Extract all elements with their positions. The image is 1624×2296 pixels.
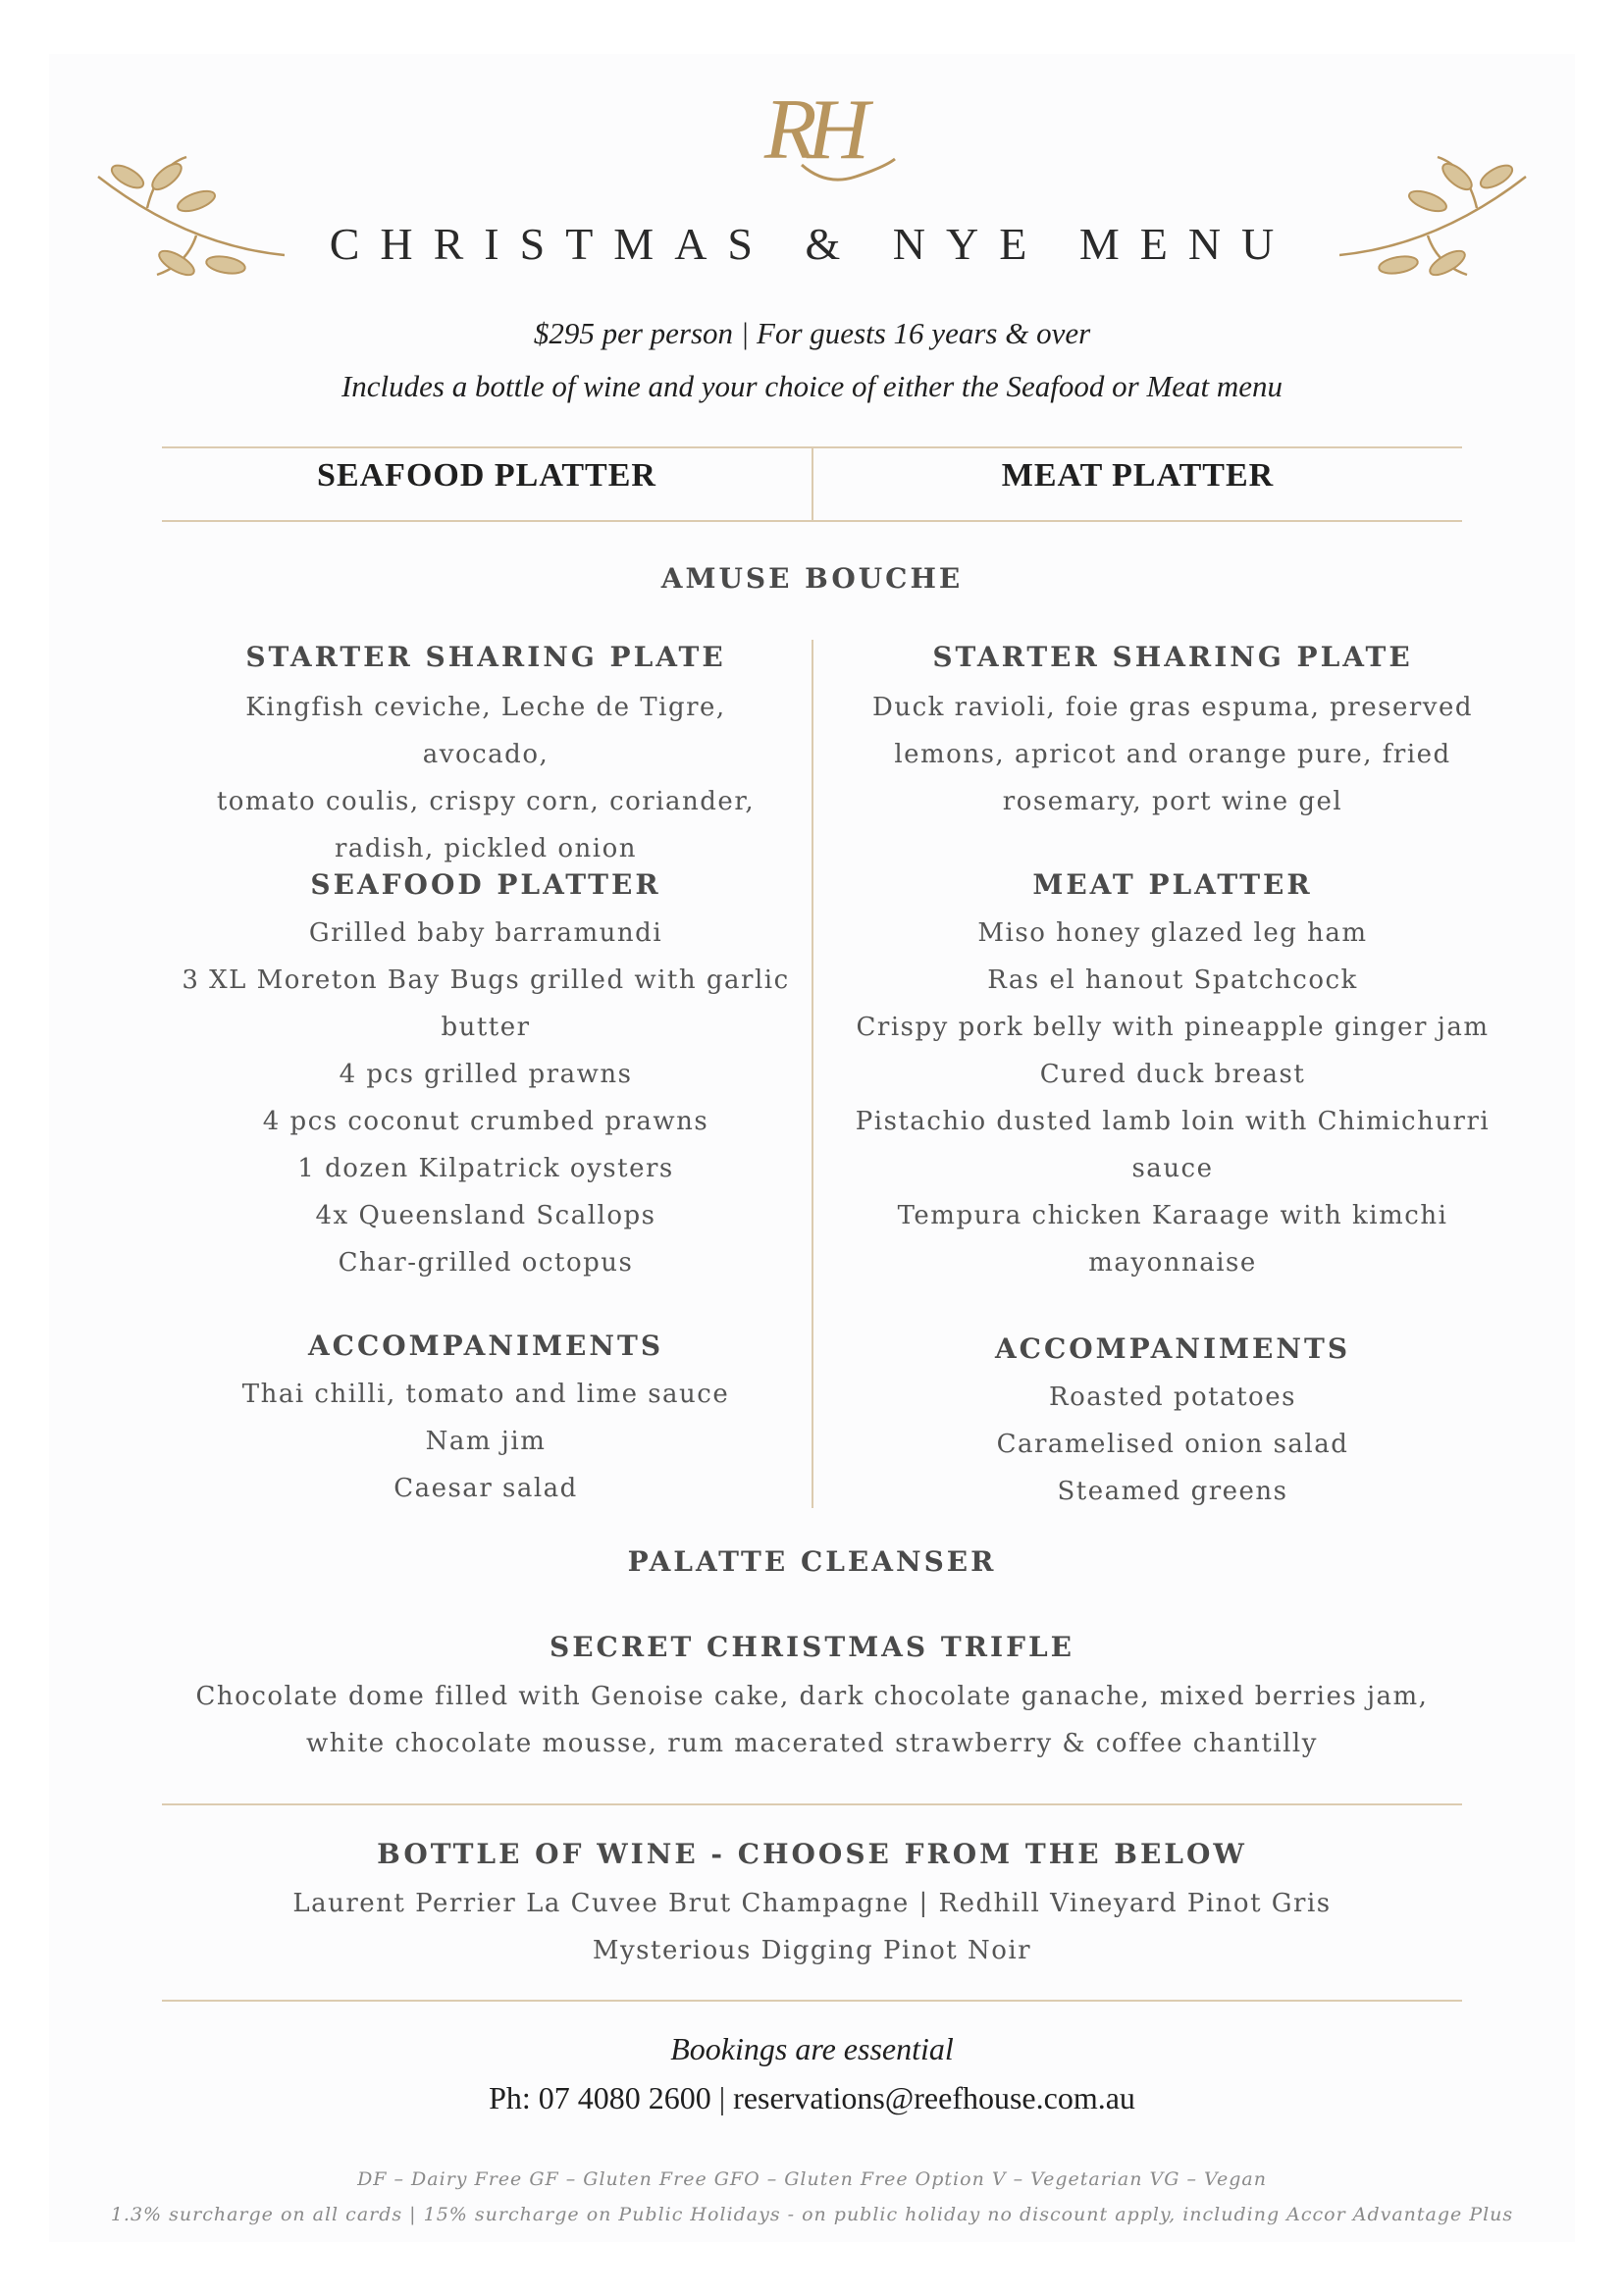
list-item: Mysterious Digging Pinot Noir: [592, 1936, 1032, 1965]
surcharge-note: 1.3% surcharge on all cards | 15% surcharge on Public Holidays - on public holiday no discount apply, including Accor Advantage Plus: [110, 2204, 1514, 2225]
list-item: Laurent Perrier La Cuvee Brut Champagne | Redhill Vineyard Pinot Gris: [292, 1889, 1332, 1918]
wine-list: [147, 1880, 1477, 1974]
seafood-platter-list: [182, 910, 790, 1286]
meat-starter-list: [854, 684, 1492, 825]
list-item: sauce: [1131, 1154, 1214, 1183]
meat-platter-heading: MEAT PLATTER: [1032, 868, 1313, 901]
list-item: 4 pcs grilled prawns: [339, 1060, 633, 1089]
list-item: Kingfish ceviche, Leche de Tigre, avocado,: [245, 693, 726, 769]
list-item: Ras el hanout Spatchcock: [987, 965, 1358, 995]
list-item: Cured duck breast: [1039, 1060, 1306, 1089]
meat-platter-list: [854, 910, 1492, 1286]
list-item: Tempura chicken Karaage with kimchi: [897, 1201, 1448, 1230]
list-item: radish, pickled onion: [334, 834, 637, 863]
palate-cleanser-heading: PALATTE CLEANSER: [627, 1545, 997, 1578]
column-title-seafood: SEAFOOD PLATTER: [317, 457, 656, 494]
list-item: 4x Queensland Scallops: [315, 1201, 656, 1230]
wine-top-rule: [162, 1803, 1462, 1805]
column-divider: [812, 640, 813, 1508]
includes-line: Includes a bottle of wine and your choice of either the Seafood or Meat menu: [341, 369, 1283, 403]
list-item: lemons, apricot and orange pure, fried: [894, 740, 1451, 769]
seafood-platter-heading: SEAFOOD PLATTER: [310, 868, 661, 901]
menu-title: CHRISTMAS & NYE MENU: [329, 219, 1295, 269]
list-item: mayonnaise: [1088, 1248, 1257, 1278]
list-item: Duck ravioli, foie gras espuma, preserved: [872, 693, 1473, 722]
dessert-description: [147, 1673, 1477, 1767]
seafood-starter-heading: STARTER SHARING PLATE: [245, 641, 726, 673]
price-line: $295 per person | For guests 16 years & over: [533, 316, 1091, 350]
list-item: Pistachio dusted lamb loin with Chimichurri: [855, 1107, 1491, 1136]
dessert-heading: SECRET CHRISTMAS TRIFLE: [549, 1631, 1074, 1663]
list-item: 3 XL Moreton Bay Bugs grilled with garlic: [182, 965, 790, 995]
list-item: Crispy pork belly with pineapple ginger jam: [856, 1013, 1490, 1042]
list-item: Roasted potatoes: [1049, 1383, 1296, 1412]
wine-heading: BOTTLE OF WINE - CHOOSE FROM THE BELOW: [377, 1838, 1247, 1870]
contact-line: Ph: 07 4080 2600 | reservations@reefhouse.com.au: [489, 2080, 1135, 2115]
list-item: Char-grilled octopus: [338, 1248, 634, 1278]
meat-accompaniments-list: [854, 1374, 1492, 1515]
list-item: white chocolate mousse, rum macerated strawberry & coffee chantilly: [306, 1729, 1318, 1758]
seafood-accompaniments-heading: ACCOMPANIMENTS: [307, 1330, 664, 1362]
meat-accompaniments-heading: ACCOMPANIMENTS: [994, 1332, 1351, 1365]
column-title-meat: MEAT PLATTER: [1001, 457, 1275, 494]
list-item: tomato coulis, crispy corn, coriander,: [216, 787, 756, 816]
seafood-accompaniments-list: [182, 1371, 790, 1512]
dietary-legend: DF – Dairy Free GF – Gluten Free GFO – Gluten Free Option V – Vegetarian VG – Vegan: [357, 2168, 1267, 2190]
seafood-starter-list: [182, 684, 790, 872]
list-item: Steamed greens: [1057, 1477, 1288, 1506]
list-item: Thai chilli, tomato and lime sauce: [241, 1380, 730, 1409]
wine-bottom-rule: [162, 2000, 1462, 2002]
list-item: butter: [441, 1013, 531, 1042]
list-item: Grilled baby barramundi: [308, 918, 663, 948]
list-item: 4 pcs coconut crumbed prawns: [262, 1107, 709, 1136]
logo-swash-icon: [797, 157, 905, 186]
logo: RH: [763, 82, 861, 178]
list-item: Chocolate dome filled with Genoise cake, dark chocolate ganache, mixed berries jam,: [195, 1682, 1429, 1711]
list-item: rosemary, port wine gel: [1002, 787, 1343, 816]
list-item: 1 dozen Kilpatrick oysters: [297, 1154, 674, 1183]
list-item: Nam jim: [425, 1427, 547, 1456]
list-item: Caramelised onion salad: [996, 1430, 1349, 1459]
amuse-bouche-heading: AMUSE BOUCHE: [660, 562, 964, 595]
meat-starter-heading: STARTER SHARING PLATE: [932, 641, 1413, 673]
list-item: Caesar salad: [393, 1474, 578, 1503]
bookings-note: Bookings are essential: [670, 2031, 954, 2066]
list-item: Miso honey glazed leg ham: [977, 918, 1368, 948]
